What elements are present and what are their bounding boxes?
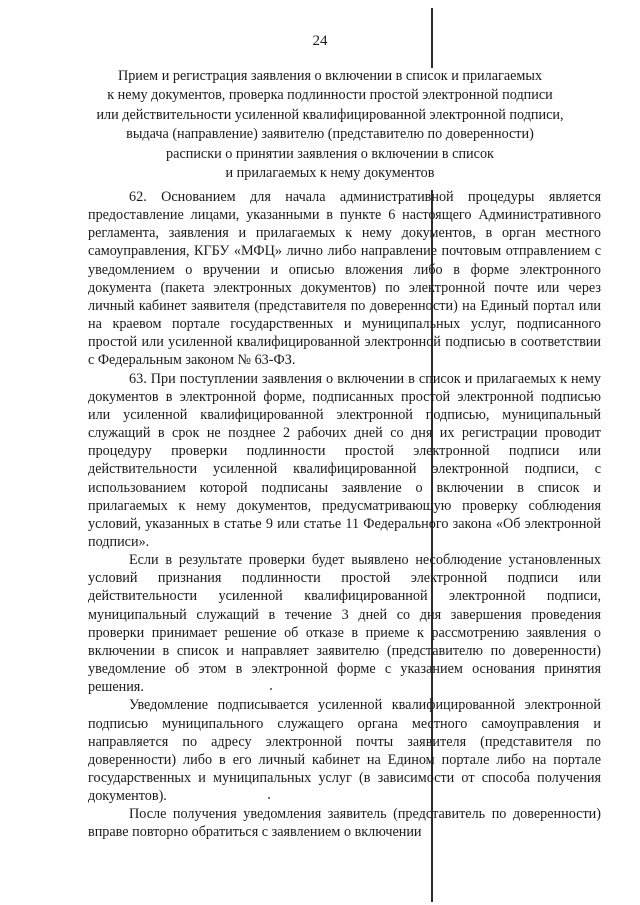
heading-line: выдача (направление) заявителю (представителю по доверенности)	[126, 126, 534, 143]
heading-line: или действительности усиленной квалифицированной электронной подписи,	[96, 106, 564, 123]
paragraph-62: 62. Основанием для начала административной процедуры является предоставление лицами, указанными в пункте 6 настоящего Административного регламента, заявления и прилагаемых к нему документов, в орган местного самоуправления, КГБУ «МФЦ» лично либо направление почтовым отправлением с уведомлением о вручении и описью вложения либо в форме электронного документа (пакета электронных документов) по электронной почте или через личный кабинет заявителя (представителя по доверенности) на Единый портал или на краевом портале государственных и муниципальных услуг, подписанного простой или усиленной квалифицированной электронной подписью в соответствии с Федеральным законом № 63-ФЗ.	[88, 189, 601, 369]
paragraph-verification-failure: Если в результате проверки будет выявлено несоблюдение установленных условий признания подлинности простой электронной подписи или действительности усиленной квалифицированной электронной подписи, муниципальный служащий в течение 3 дней со дня завершения проведения проверки принимает решение об отказе в приеме к рассмотрению заявления о включении в список и направляет заявителю (представителю по доверенности) уведомление об этом в электронной форме с указанием основания принятия решения.	[88, 552, 601, 696]
heading-line: Прием и регистрация заявления о включении в список и прилагаемых	[117, 68, 543, 84]
section-heading	[70, 67, 590, 183]
paragraph-63: 63. При поступлении заявления о включении в список и прилагаемых к нему документов в электронной форме, подписанных простой электронной подписью или усиленной квалифицированной электронной подписью, муниципальный служащий в срок не позднее 2 рабочих дней со дня их регистрации проводит процедуру проверки подлинности простой электронной подписи или действительности усиленной квалифицированной электронной подписи, с использованием которой подписаны заявление о включении в список и прилагаемых к нему документов, предусматривающую проверку соблюдения условий, указанных в статье 9 или статье 11 Федерального закона «Об электронной подписи».	[88, 370, 601, 550]
heading-line: расписки о принятии заявления о включении в список	[166, 145, 494, 162]
paragraph-notification-signing: Уведомление подписывается усиленной квалифицированной электронной подписью муниципального служащего органа местного самоуправления и направляется по адресу электронной почты заявителя (представителя по доверенности) либо в его личный кабинет на Едином портале либо на портале государственных и муниципальных услуг (в зависимости от способа получения документов).	[88, 697, 601, 805]
document-body	[88, 188, 601, 842]
page-number: 24	[312, 33, 328, 49]
heading-line: и прилагаемых к нему документов	[225, 165, 435, 182]
paragraph-repeat-application: После получения уведомления заявитель (представитель по доверенности) вправе повторно обратиться с заявлением о включении	[88, 806, 601, 841]
heading-line: к нему документов, проверка подлинности простой электронной подписи	[107, 87, 553, 104]
